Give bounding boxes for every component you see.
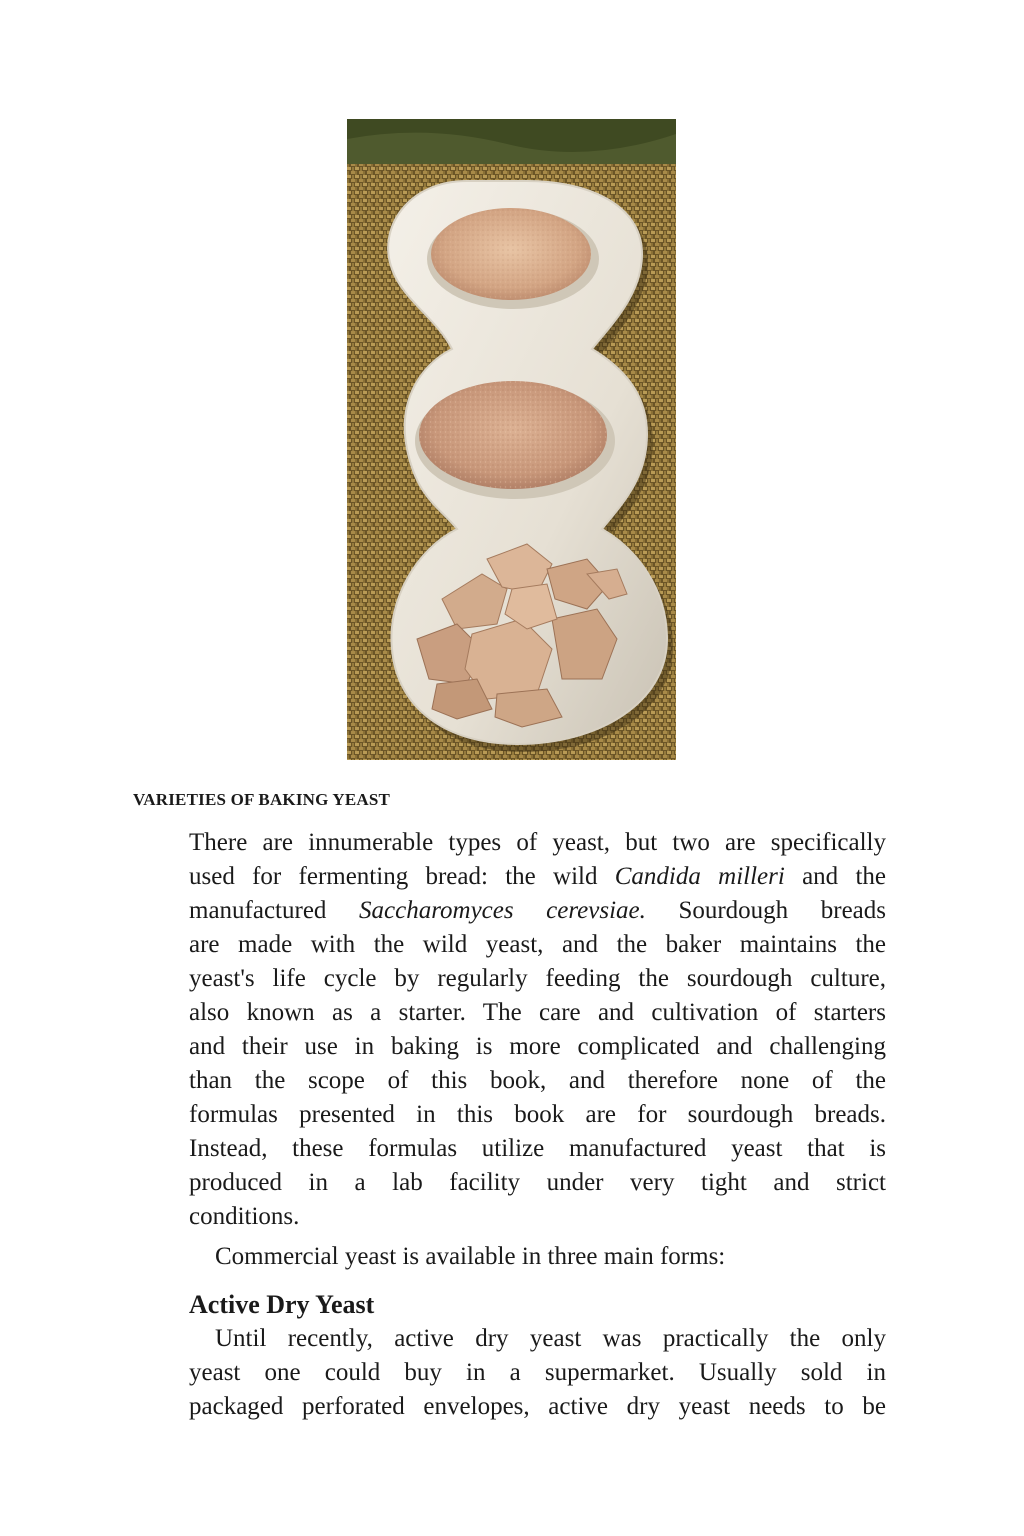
text-line: packaged perforated envelopes, active dry yeast needs to be	[189, 1393, 886, 1420]
figure-caption: VARIETIES OF BAKING YEAST	[133, 790, 391, 809]
species-name: Candida milleri	[614, 863, 785, 890]
text-line: are made with the wild yeast, and the baker maintains the	[189, 931, 886, 958]
text-line: formulas presented in this book are for sourdough breads.	[189, 1101, 886, 1128]
text-line: yeast's life cycle by regularly feeding the sourdough culture,	[189, 965, 886, 992]
text-line: used for fermenting bread: the wild Candida milleri and the	[189, 863, 886, 890]
text-line: also known as a starter. The care and cultivation of starters	[189, 999, 886, 1026]
section-heading: Active Dry Yeast	[189, 1290, 375, 1319]
text-line: There are innumerable types of yeast, but two are specifically	[189, 829, 886, 856]
text-line: Until recently, active dry yeast was practically the only	[215, 1325, 886, 1352]
species-name: Saccharomyces cerevsiae.	[359, 897, 646, 924]
text-line: and their use in baking is more complicated and challenging	[189, 1033, 886, 1060]
section-paragraph	[189, 1322, 886, 1424]
lead-in-sentence: Commercial yeast is available in three main forms:	[215, 1243, 726, 1270]
body-text	[189, 826, 886, 1424]
yeast-varieties-photo	[347, 119, 676, 760]
text-line: conditions.	[189, 1203, 300, 1230]
text-line: produced in a lab facility under very tight and strict	[189, 1169, 886, 1196]
text-line: Instead, these formulas utilize manufactured yeast that is	[189, 1135, 886, 1162]
text-line: yeast one could buy in a supermarket. Usually sold in	[189, 1359, 886, 1386]
text-line: than the scope of this book, and therefore none of the	[189, 1067, 886, 1094]
intro-paragraph	[189, 826, 886, 1234]
text-line: manufactured Saccharomyces cerevsiae. Sourdough breads	[189, 897, 886, 924]
